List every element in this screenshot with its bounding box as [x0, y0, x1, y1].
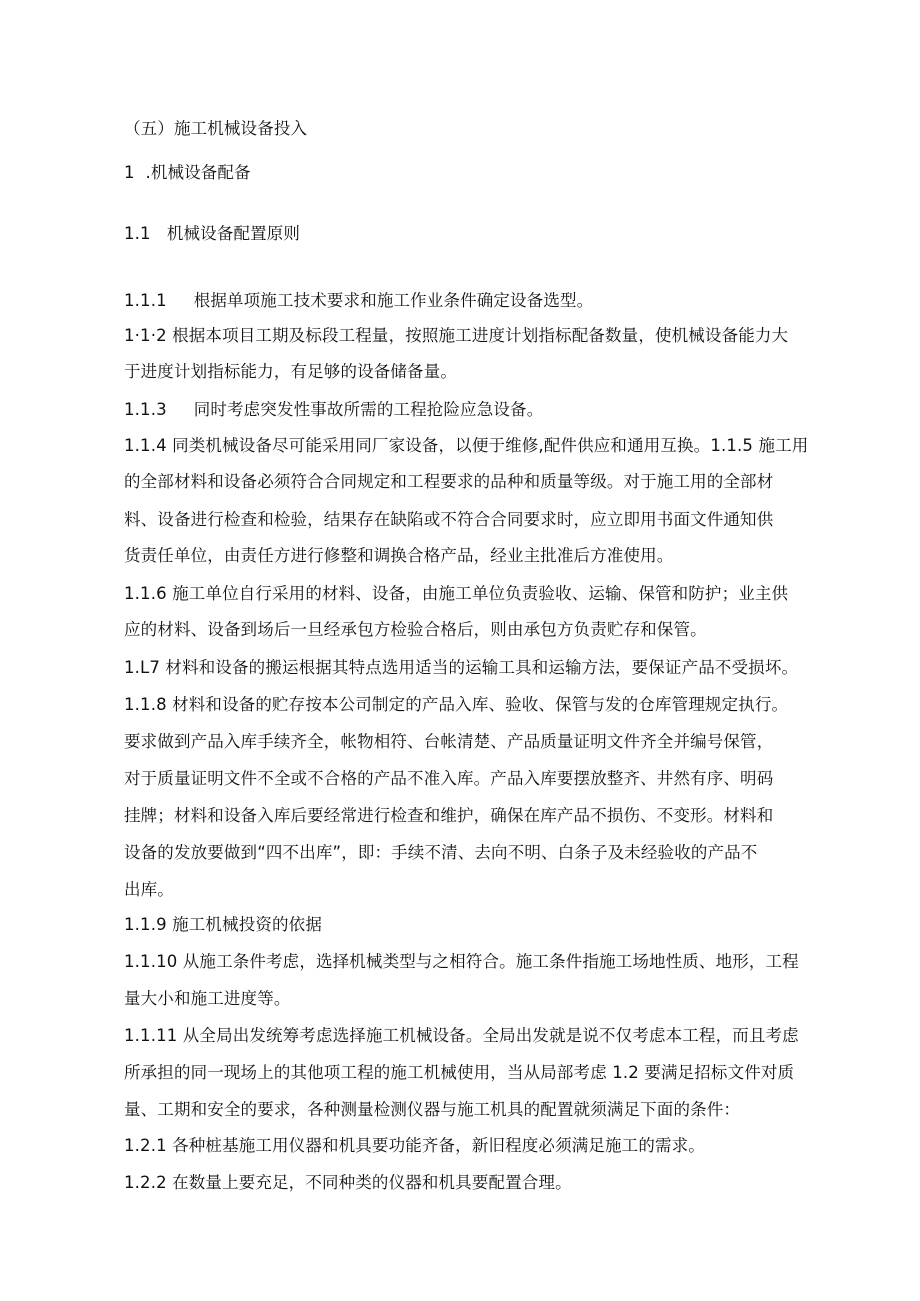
section-heading: （五）施工机械设备投入: [124, 119, 308, 138]
text-line: 所承担的同一现场上的其他项工程的施工机械使用，当从局部考虑 1.2 要满足招标文件对质: [124, 1063, 795, 1082]
text-line: 于进度计划指标能力，有足够的设备储备量。: [124, 362, 457, 381]
text-line: 1.1.1 根据单项施工技术要求和施工作业条件确定设备选型。: [124, 291, 594, 310]
text-line: 1.1.10 从施工条件考虑，选择机械类型与之相符合。施工条件指施工场地性质、地形，工程: [124, 952, 799, 971]
subsection-heading-1-1: 1.1 机械设备配置原则: [124, 224, 301, 243]
text-line: 1.1.3 同时考虑突发性事故所需的工程抢险应急设备。: [124, 400, 544, 419]
text-line: 出库。: [124, 880, 174, 899]
text-line: 1.L7 材料和设备的搬运根据其特点选用适当的运输工具和运输方法，要保证产品不受损坏。: [124, 658, 799, 677]
text-line: 1.1.11 从全局出发统筹考虑选择施工机械设备。全局出发就是说不仅考虑本工程，而且考虑: [124, 1026, 799, 1045]
subsection-heading-1: 1 .机械设备配备: [124, 163, 251, 182]
text-line: 1.1.4 同类机械设备尽可能采用同厂家设备，以便于维修,配件供应和通用互换。1.1.5 施工用: [124, 436, 809, 455]
text-line: 1·1·2 根据本项目工期及标段工程量，按照施工进度计划指标配备数量，使机械设备能力大: [124, 326, 789, 345]
text-line: 应的材料、设备到场后一旦经承包方检验合格后，则由承包方负责贮存和保管。: [124, 620, 707, 639]
text-line: 1.2.2 在数量上要充足，不同种类的仪器和机具要配置合理。: [124, 1173, 572, 1192]
text-line: 量大小和施工进度等。: [124, 989, 291, 1008]
text-line: 料、设备进行检查和检验，结果存在缺陷或不符合合同要求时，应立即用书面文件通知供: [124, 510, 774, 529]
text-line: 挂牌；材料和设备入库后要经常进行检查和维护，确保在库产品不损伤、不变形。材料和: [124, 806, 774, 825]
text-line: 1.2.1 各种桩基施工用仪器和机具要功能齐备，新旧程度必须满足施工的需求。: [124, 1136, 705, 1155]
text-line: 货责任单位，由责任方进行修整和调换合格产品，经业主批准后方准使用。: [124, 546, 674, 565]
text-line: 1.1.6 施工单位自行采用的材料、设备，由施工单位负责验收、运输、保管和防护；业主供: [124, 584, 789, 603]
text-line: 设备的发放要做到“四不出库”，即：手续不清、去向不明、白条子及未经验收的产品不: [124, 843, 758, 862]
text-line: 要求做到产品入库手续齐全，帐物相符、台帐清楚、产品质量证明文件齐全并编号保管，: [124, 732, 774, 751]
text-line: 的全部材料和设备必须符合合同规定和工程要求的品种和质量等级。对于施工用的全部材: [124, 472, 774, 491]
text-line: 对于质量证明文件不全或不合格的产品不准入库。产品入库要摆放整齐、井然有序、明码: [124, 769, 774, 788]
text-line: 量、工期和安全的要求，各种测量检测仪器与施工机具的配置就须满足下面的条件：: [124, 1100, 741, 1119]
text-line: 1.1.8 材料和设备的贮存按本公司制定的产品入库、验收、保管与发的仓库管理规定执行。: [124, 695, 789, 714]
text-line: 1.1.9 施工机械投资的依据: [124, 915, 322, 934]
